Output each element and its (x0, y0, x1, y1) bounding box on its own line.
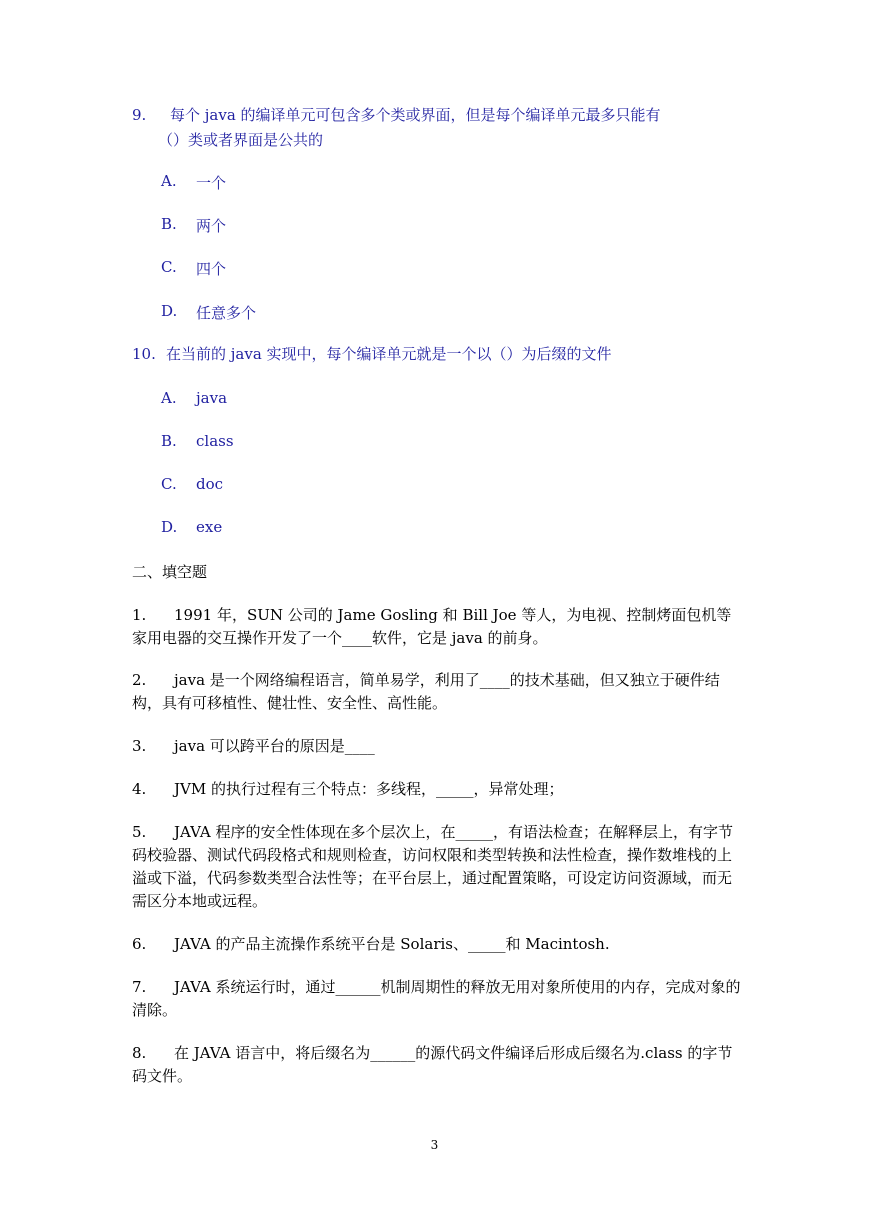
option-text: 一个 (196, 174, 227, 192)
option-text: java (196, 389, 228, 407)
question-text: 在当前的 java 实现中，每个编译单元就是一个以（）为后缀的文件 (166, 345, 612, 363)
option-text: 任意多个 (196, 304, 257, 322)
option-letter: C. (161, 475, 177, 493)
fill-question-number: 3. (132, 737, 147, 755)
option-letter: B. (161, 215, 177, 233)
fill-question-number: 7. (132, 978, 147, 996)
question-number: 10. (132, 345, 156, 363)
fill-question-text: JVM 的执行过程有三个特点：多线程，_____，异常处理； (174, 780, 564, 798)
option-text: class (196, 432, 234, 450)
fill-question (132, 778, 742, 801)
fill-question-number: 8. (132, 1044, 147, 1062)
fill-question-text: JAVA 程序的安全性体现在多个层次上，在_____，有语法检查；在解释层上，有字节码校验器、测试代码段格式和规则检查，访问权限和类型转换和法性检查，操作数堆栈的上溢或下溢，代码参数类型合法性等；在平台层上，通过配置策略，可设定访问资源域，而无需区分本地或远程。 (132, 823, 734, 910)
fill-question (132, 735, 742, 758)
question-text-continued: （）类或者界面是公共的 (158, 131, 324, 149)
fill-question (132, 976, 742, 1022)
fill-question-text: java 是一个网络编程语言，简单易学，利用了____的技术基础，但又独立于硬件结构，具有可移植性、健壮性、安全性、高性能。 (132, 671, 720, 712)
fill-question (132, 669, 742, 715)
fill-question-text: 在 JAVA 语言中，将后缀名为______的源代码文件编译后形成后缀名为.class 的字节码文件。 (132, 1044, 733, 1085)
question-number: 9. (132, 106, 147, 124)
option-letter: D. (161, 518, 178, 536)
fill-question-number: 2. (132, 671, 147, 689)
fill-question (132, 604, 742, 650)
fill-question (132, 1042, 742, 1088)
option-letter: D. (161, 302, 178, 320)
fill-question-number: 5. (132, 823, 147, 841)
fill-question (132, 933, 742, 956)
fill-question-text: 1991 年，SUN 公司的 Jame Gosling 和 Bill Joe 等人，为电视、控制烤面包机等家用电器的交互操作开发了一个____软件，它是 java 的前身。 (132, 606, 732, 647)
fill-question-text: JAVA 的产品主流操作系统平台是 Solaris、_____和 Macintosh. (174, 935, 610, 953)
section-title: 二、填空题 (132, 563, 208, 581)
fill-question-text: java 可以跨平台的原因是____ (174, 737, 375, 755)
fill-question (132, 821, 742, 913)
fill-question-number: 1. (132, 606, 147, 624)
page-number: 3 (430, 1138, 439, 1152)
option-text: 两个 (196, 217, 227, 235)
option-text: doc (196, 475, 224, 493)
option-letter: A. (161, 172, 177, 190)
option-letter: B. (161, 432, 177, 450)
option-letter: A. (161, 389, 177, 407)
option-text: exe (196, 518, 223, 536)
fill-question-number: 4. (132, 780, 147, 798)
question-text: 每个 java 的编译单元可包含多个类或界面，但是每个编译单元最多只能有 (170, 106, 661, 124)
fill-question-text: JAVA 系统运行时，通过______机制周期性的释放无用对象所使用的内存，完成对象的清除。 (132, 978, 741, 1019)
fill-question-number: 6. (132, 935, 147, 953)
option-text: 四个 (196, 260, 227, 278)
option-letter: C. (161, 258, 177, 276)
